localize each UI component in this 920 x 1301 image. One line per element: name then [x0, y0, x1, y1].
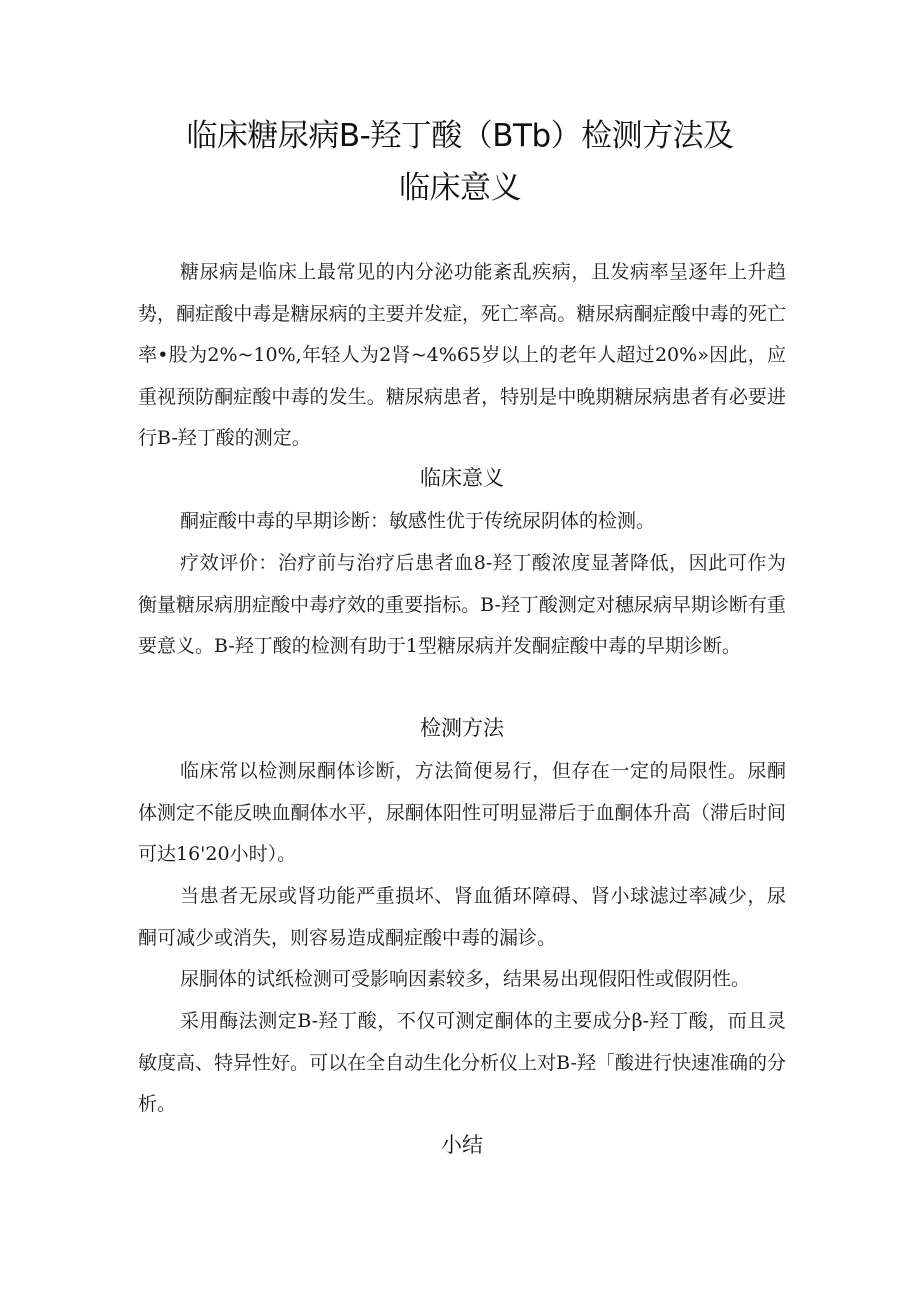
section-heading-detection-methods: 检测方法	[420, 716, 504, 740]
section2-paragraph-enzymatic-method: 采用酶法测定B-羟丁酸，不仅可测定酮体的主要成分β-羟丁酸，而且灵敏度高、特异性好。可以在全自动生化分析仪上对B-羟「酸进行快速准确的分析。	[138, 1010, 786, 1115]
intro-paragraph: 糖尿病是临床上最常见的内分泌功能紊乱疾病，且发病率呈逐年上升趋势，酮症酸中毒是糖尿病的主要并发症，死亡率高。糖尿病酮症酸中毒的死亡率•股为2%~10%,年轻人为2肾~4%65岁以上的老年人超过20%»因此，应重视预防酮症酸中毒的发生。糖尿病患者，特别是中晚期糖尿病患者有必要进行B-羟丁酸的测定。	[138, 261, 786, 449]
section2-paragraph-urine-ketone: 临床常以检测尿酮体诊断，方法简便易行，但存在一定的局限性。尿酮体测定不能反映血酮体水平，尿酮体阳性可明显滞后于血酮体升高（滞后时间可达16'20小时）。	[138, 760, 786, 865]
section-heading-clinical-significance: 临床意义	[420, 466, 504, 490]
section-heading-summary: 小结	[441, 1133, 483, 1157]
section1-paragraph-early-diagnosis: 酮症酸中毒的早期诊断：敏感性优于传统尿阴体的检测。	[180, 510, 656, 532]
section1-paragraph-efficacy: 疗效评价：治疗前与治疗后患者血8-羟丁酸浓度显著降低，因此可作为衡量糖尿病朋症酸中毒疗效的重要指标。B-羟丁酸测定对穗尿病早期诊断有重要意义。B-羟丁酸的检测有助于1型糖尿病并发酮症酸中毒的早期诊断。	[138, 552, 786, 657]
section2-paragraph-test-strip: 尿胴体的试纸检测可受影响因素较多，结果易出现假阳性或假阴性。	[180, 968, 751, 990]
document-title-line-2: 临床意义	[399, 170, 521, 206]
document-title-line-1: 临床糖尿病B-羟丁酸（BTb）检测方法及	[186, 118, 734, 154]
section2-paragraph-missed-diagnosis: 当患者无尿或肾功能严重损坏、肾血循环障碍、肾小球滤过率减少，尿酮可减少或消失，则容易造成酮症酸中毒的漏诊。	[138, 885, 786, 949]
